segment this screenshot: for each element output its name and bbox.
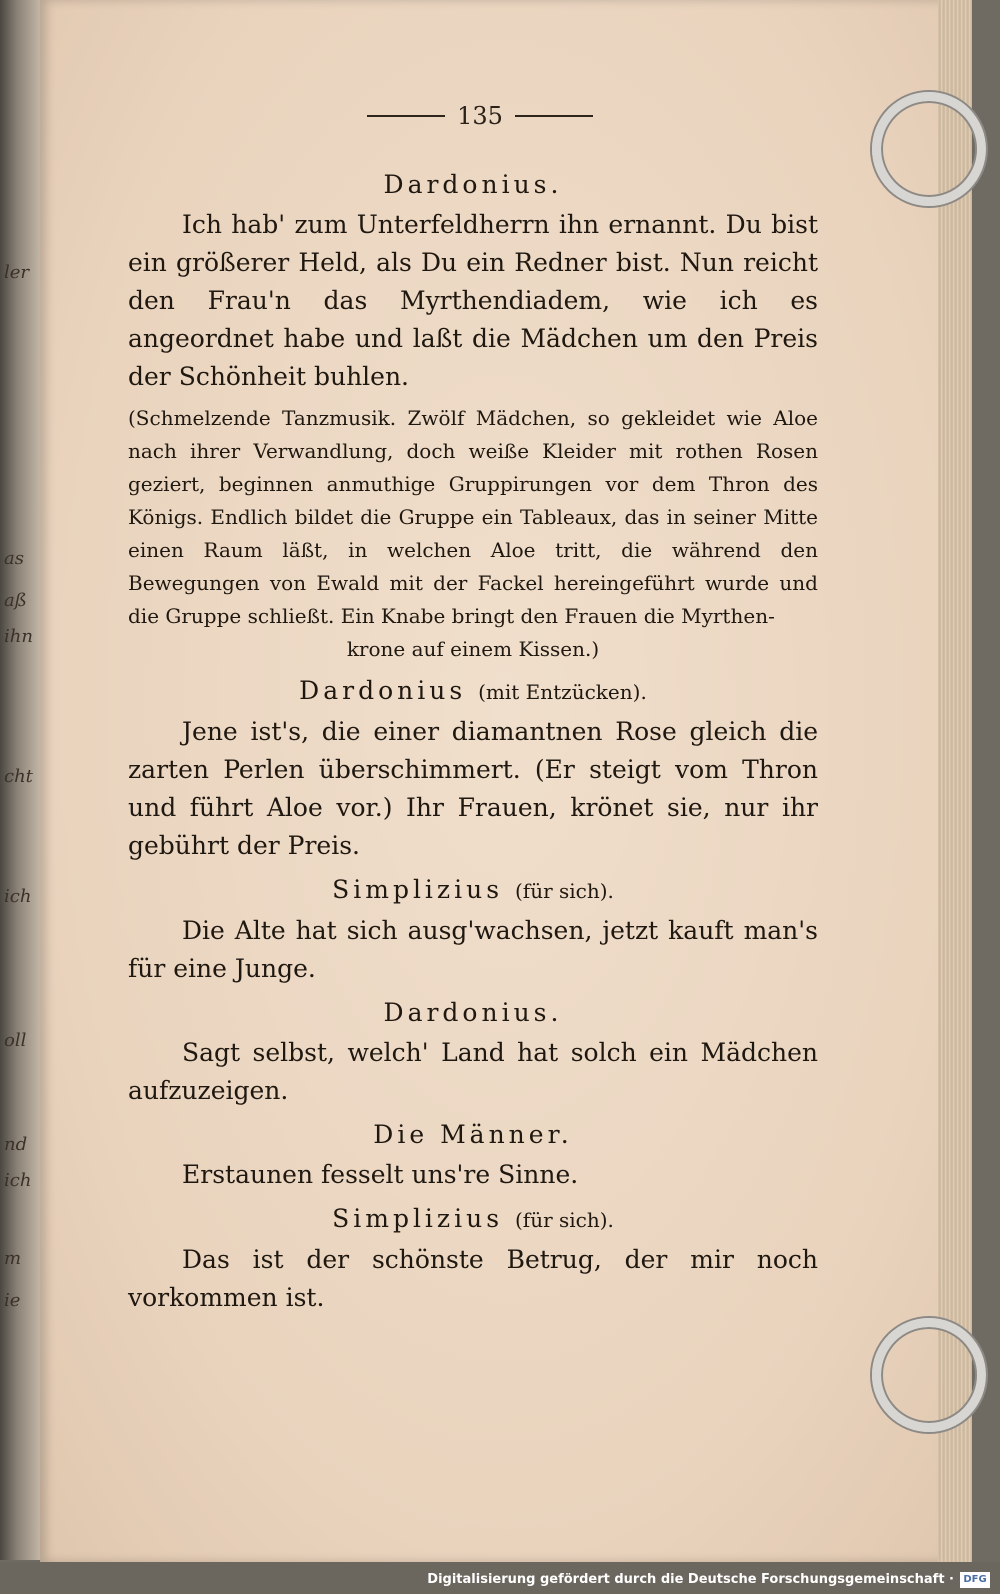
- speaker-heading: [128, 1200, 818, 1239]
- margin-fragment: ler: [4, 262, 30, 283]
- speaker-direction: (mit Entzücken).: [478, 680, 647, 704]
- margin-fragment: m: [4, 1248, 22, 1269]
- speaker-direction: (für sich).: [514, 879, 614, 903]
- speaker-heading: Die Männer.: [373, 1120, 573, 1149]
- page-header: [360, 98, 600, 134]
- margin-fragment: ich: [4, 1170, 32, 1191]
- dialogue-paragraph: Jene ist's, die einer diamantnen Rose gleich die zarten Perlen überschimmert. (Er steigt vom Thron und führt Aloe vor.) Ihr Frauen, krönet sie, nur ihr gebührt der Preis.: [128, 717, 818, 860]
- speaker-name: Dardonius: [299, 676, 467, 705]
- margin-fragment: aß: [4, 590, 27, 611]
- margin-fragment: ihn: [4, 626, 33, 647]
- speaker-direction: (für sich).: [514, 1208, 614, 1232]
- dialogue-paragraph: Die Alte hat sich ausg'wachsen, jetzt kauft man's für eine Junge.: [128, 916, 818, 983]
- stage-direction-end: krone auf einem Kissen.): [346, 637, 600, 661]
- page-clip-top: [872, 92, 986, 206]
- margin-fragment: as: [4, 548, 24, 569]
- speaker-heading: Dardonius.: [383, 170, 563, 199]
- header-rule-left: [367, 115, 445, 117]
- header-rule-right: [515, 115, 593, 117]
- page-clip-bottom: [872, 1318, 986, 1432]
- dialogue-paragraph: Das ist der schönste Betrug, der mir noch vorkommen ist.: [128, 1245, 818, 1312]
- speaker-heading: [128, 672, 818, 711]
- speaker-name: Simplizius: [332, 1204, 504, 1233]
- adjacent-page-fragments: [0, 0, 42, 1560]
- speaker-heading: [128, 871, 818, 910]
- speaker-name: Simplizius: [332, 875, 504, 904]
- stage-direction: [128, 402, 818, 666]
- footer-bar: [0, 1562, 1000, 1594]
- speaker-heading: Dardonius.: [383, 998, 563, 1027]
- margin-fragment: cht: [4, 766, 33, 787]
- margin-fragment: oll: [4, 1030, 27, 1051]
- dfg-logo: DFG: [960, 1572, 990, 1588]
- dialogue-paragraph: Sagt selbst, welch' Land hat solch ein Mädchen aufzuzeigen.: [128, 1038, 818, 1105]
- stage-direction-text: (Schmelzende Tanzmusik. Zwölf Mädchen, so gekleidet wie Aloe nach ihrer Verwandlung, doch weiße Kleider mit rothen Rosen geziert, beginnen anmuthige Gruppirungen vor dem Thron des Königs. Endlich bildet die Gruppe ein Tableaux, das in seiner Mitte einen Raum läßt, in welchen Aloe tritt, die während den Bewegungen von Ewald mit der Fackel hereingeführt wurde und die Gruppe schließt. Ein Knabe bringt den Frauen die Myrthen-: [128, 406, 818, 628]
- page-number: 135: [457, 102, 503, 130]
- margin-fragment: nd: [4, 1134, 28, 1155]
- margin-fragment: ich: [4, 886, 32, 907]
- dialogue-paragraph: Erstaunen fesselt uns're Sinne.: [182, 1160, 579, 1189]
- footer-credit: Digitalisierung gefördert durch die Deutsche Forschungsgemeinschaft ·: [427, 1572, 954, 1587]
- page-body: [128, 160, 818, 1317]
- dialogue-paragraph: Ich hab' zum Unterfeldherrn ihn ernannt. Du bist ein größerer Held, als Du ein Redner bist. Nun reicht den Frau'n das Myrthendiadem, wie ich es angeordnet habe und laßt die Mädchen um den Preis der Schönheit buhlen.: [128, 210, 818, 391]
- margin-fragment: ie: [4, 1290, 21, 1311]
